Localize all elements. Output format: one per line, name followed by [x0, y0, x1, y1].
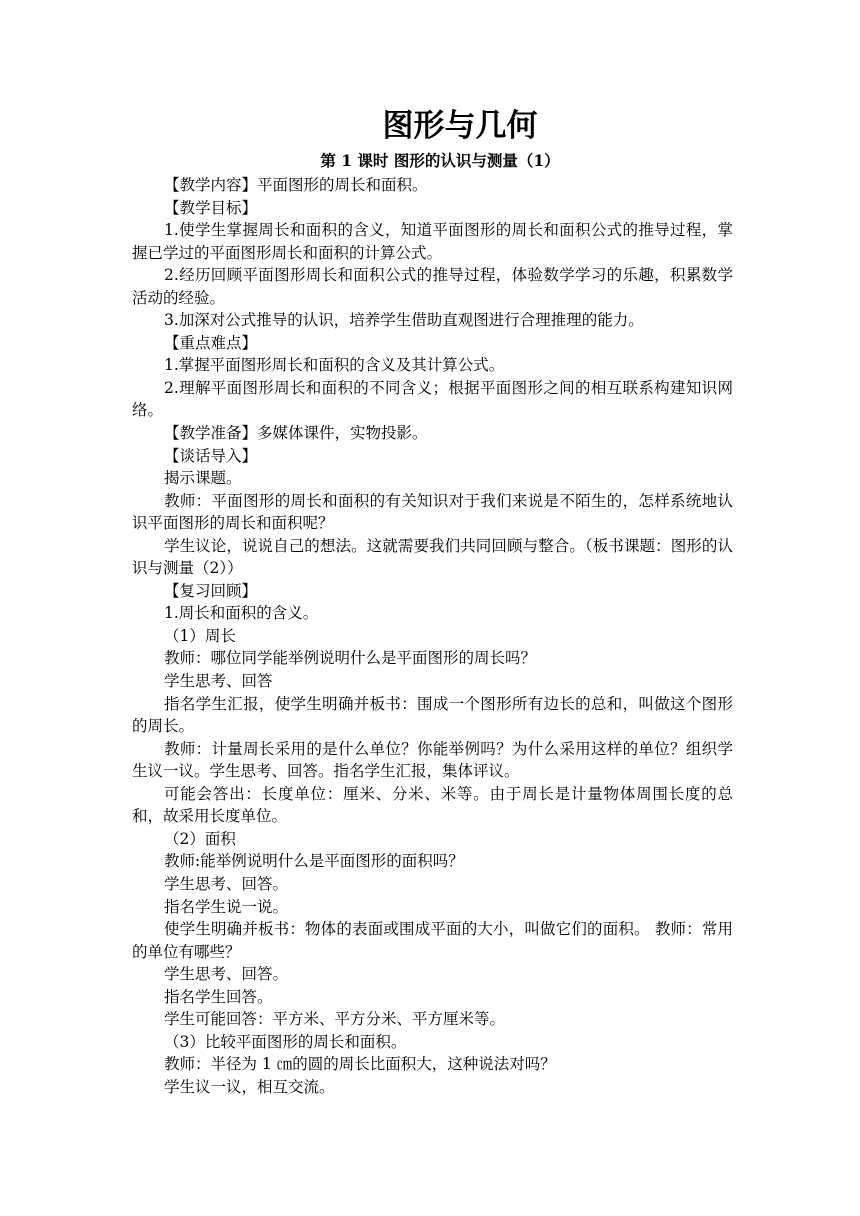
paragraph: 【教学准备】多媒体课件，实物投影。 — [164, 424, 428, 443]
paragraph: 1.掌握平面图形周长和面积的含义及其计算公式。 — [164, 356, 505, 375]
paragraph: 学生思考、回答。 — [164, 874, 289, 893]
paragraph: 1.使学生掌握周长和面积的含义，知道平面图形的周长和面积公式的推导过程，掌握已学过的平面图形周长和面积的计算公式。 — [132, 221, 733, 262]
lesson-subtitle: 第 1 课时 图形的认识与测量（1） — [320, 151, 560, 170]
paragraph: 1.周长和面积的含义。 — [164, 604, 319, 623]
paragraph: 指名学生回答。 — [164, 987, 273, 1006]
paragraph: 2.理解平面图形周长和面积的不同含义；根据平面图形之间的相互联系构建知识网络。 — [132, 378, 733, 420]
paragraph: （3）比较平面图形的周长和面积。 — [164, 1032, 407, 1051]
paragraph: 【重点难点】 — [164, 333, 258, 352]
paragraph: 教师：计量周长采用的是什么单位？你能举例吗？为什么采用这样的单位？组织学生议一议。学生思考、回答。指名学生汇报，集体评议。 — [132, 739, 733, 781]
paragraph: （2）面积 — [164, 829, 236, 848]
paragraph: 学生议论，说说自己的想法。这就需要我们共同回顾与整合。（板书课题：图形的认识与测量（2）） — [132, 536, 733, 578]
paragraph: 揭示课题。 — [164, 469, 242, 488]
paragraph: 【教学内容】平面图形的周长和面积。 — [164, 176, 428, 194]
paragraph: 2.经历回顾平面图形周长和面积公式的推导过程，体验数学学习的乐趣，积累数学活动的经验。 — [132, 266, 733, 307]
paragraph: 可能会答出：长度单位：厘米、分米、米等。由于周长是计量物体周围长度的总和，故采用长度单位。 — [132, 784, 733, 826]
paragraph: 指名学生说一说。 — [164, 897, 289, 916]
paragraph: 使学生明确并板书：物体的表面或围成平面的大小，叫做它们的面积。 教师：常用的单位有哪些？ — [132, 920, 733, 961]
paragraph: 学生议一议，相互交流。 — [164, 1077, 335, 1096]
paragraph: 教师：半径为 1 ㎝的圆的周长比面积大，这种说法对吗？ — [164, 1055, 556, 1074]
paragraph: 3.加深对公式推导的认识，培养学生借助直观图进行合理推理的能力。 — [164, 311, 644, 330]
paragraph: 学生可能回答：平方米、平方分米、平方厘米等。 — [164, 1010, 506, 1029]
paragraph: 教师:能举例说明什么是平面图形的面积吗？ — [164, 852, 464, 871]
document-body — [132, 174, 733, 1098]
paragraph: 【谈话导入】 — [164, 446, 258, 465]
paragraph: 教师：平面图形的周长和面积的有关知识对于我们来说是不陌生的，怎样系统地认识平面图形的周长和面积呢？ — [132, 491, 733, 533]
paragraph: 【复习回顾】 — [164, 581, 258, 600]
paragraph: 教师：哪位同学能举例说明什么是平面图形的周长吗？ — [164, 649, 537, 668]
paragraph: 指名学生汇报，使学生明确并板书：围成一个图形所有边长的总和，叫做这个图形的周长。 — [132, 694, 733, 736]
paragraph: 学生思考、回答。 — [164, 965, 289, 984]
document-title: 图形与几何 — [382, 108, 538, 144]
paragraph: 学生思考、回答 — [164, 672, 273, 691]
paragraph: 【教学目标】 — [164, 198, 258, 217]
paragraph: （1）周长 — [164, 626, 236, 645]
